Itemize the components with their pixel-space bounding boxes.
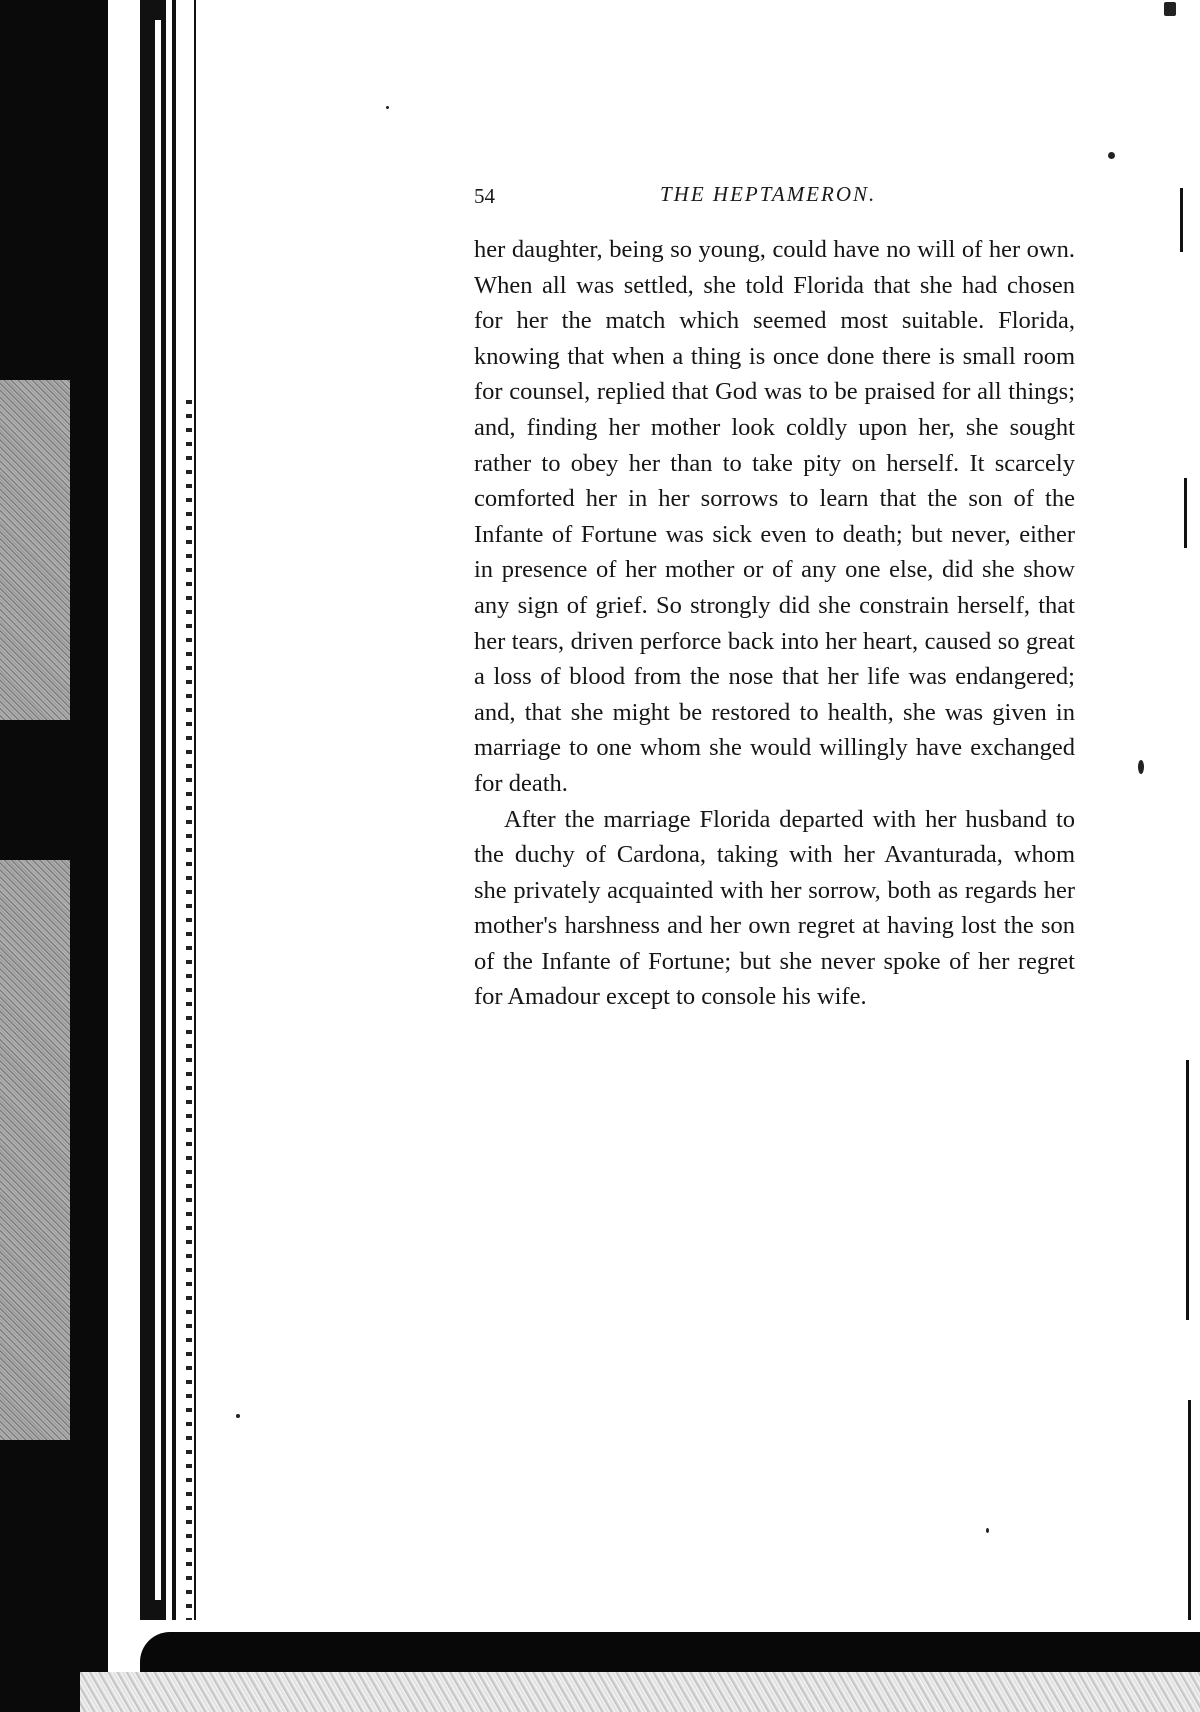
running-title: THE HEPTAMERON. bbox=[660, 182, 877, 206]
gutter-edge-hairline bbox=[194, 0, 196, 1620]
scan-speck bbox=[1108, 152, 1115, 159]
right-edge-mark bbox=[1180, 188, 1183, 252]
paragraph: her daughter, being so young, could have no will of her own. When all was settled, she told Florida that she had chosen for her the match which seemed most suitable. Florida, knowing that when a thing is once done there is small room for counsel, replied that God was to be praised for all things; and, finding her mother look coldly upon her, she sought rather to obey her than to take pity on herself. It scarcely comforted her in her sorrows to learn that the son of the Infante of Fortune was sick even to death; but never, either in presence of her mother or of any one else, did she show any sign of grief. So strongly did she constrain herself, that her tears, driven perforce back into her heart, caused so great a loss of blood from the nose that her life was endangered; and, that she might be restored to health, she was given in marriage to one whom she would willingly have exchanged for death. bbox=[474, 236, 1075, 797]
gutter-stitching bbox=[186, 400, 192, 1620]
gutter-shadow bbox=[0, 0, 108, 1712]
gutter-noise-lower bbox=[0, 860, 70, 1440]
gutter-edge-thick bbox=[140, 0, 166, 1620]
gutter-edge-highlight bbox=[155, 20, 161, 1600]
scan-speck bbox=[986, 1528, 989, 1533]
bottom-page-edge bbox=[140, 1632, 1200, 1672]
running-header bbox=[474, 180, 1078, 216]
paragraph: After the marriage Florida departed with her husband to the duchy of Cardona, taking with her Avanturada, whom she privately acquainted with her sorrow, both as regards her mother's harshness and her own regret at having lost the son of the Infante of Fortune; but she never spoke of her regret for Amadour except to console his wife. bbox=[474, 805, 1075, 1011]
gutter-edge-thin bbox=[172, 0, 176, 1620]
gutter-noise-upper bbox=[0, 380, 70, 720]
right-edge-mark bbox=[1188, 1400, 1191, 1620]
gutter-gap bbox=[108, 0, 140, 1620]
binding-gutter bbox=[0, 0, 200, 1712]
scan-speck bbox=[236, 1414, 240, 1418]
right-edge-mark bbox=[1186, 1060, 1189, 1320]
page-number: 54 bbox=[474, 184, 495, 208]
scan-speck bbox=[386, 106, 389, 109]
bottom-scan-noise bbox=[80, 1672, 1200, 1712]
scan-speck bbox=[1138, 760, 1144, 774]
body-text bbox=[474, 232, 1075, 1015]
scan-speck bbox=[1164, 2, 1176, 16]
right-edge-mark bbox=[1184, 478, 1187, 548]
